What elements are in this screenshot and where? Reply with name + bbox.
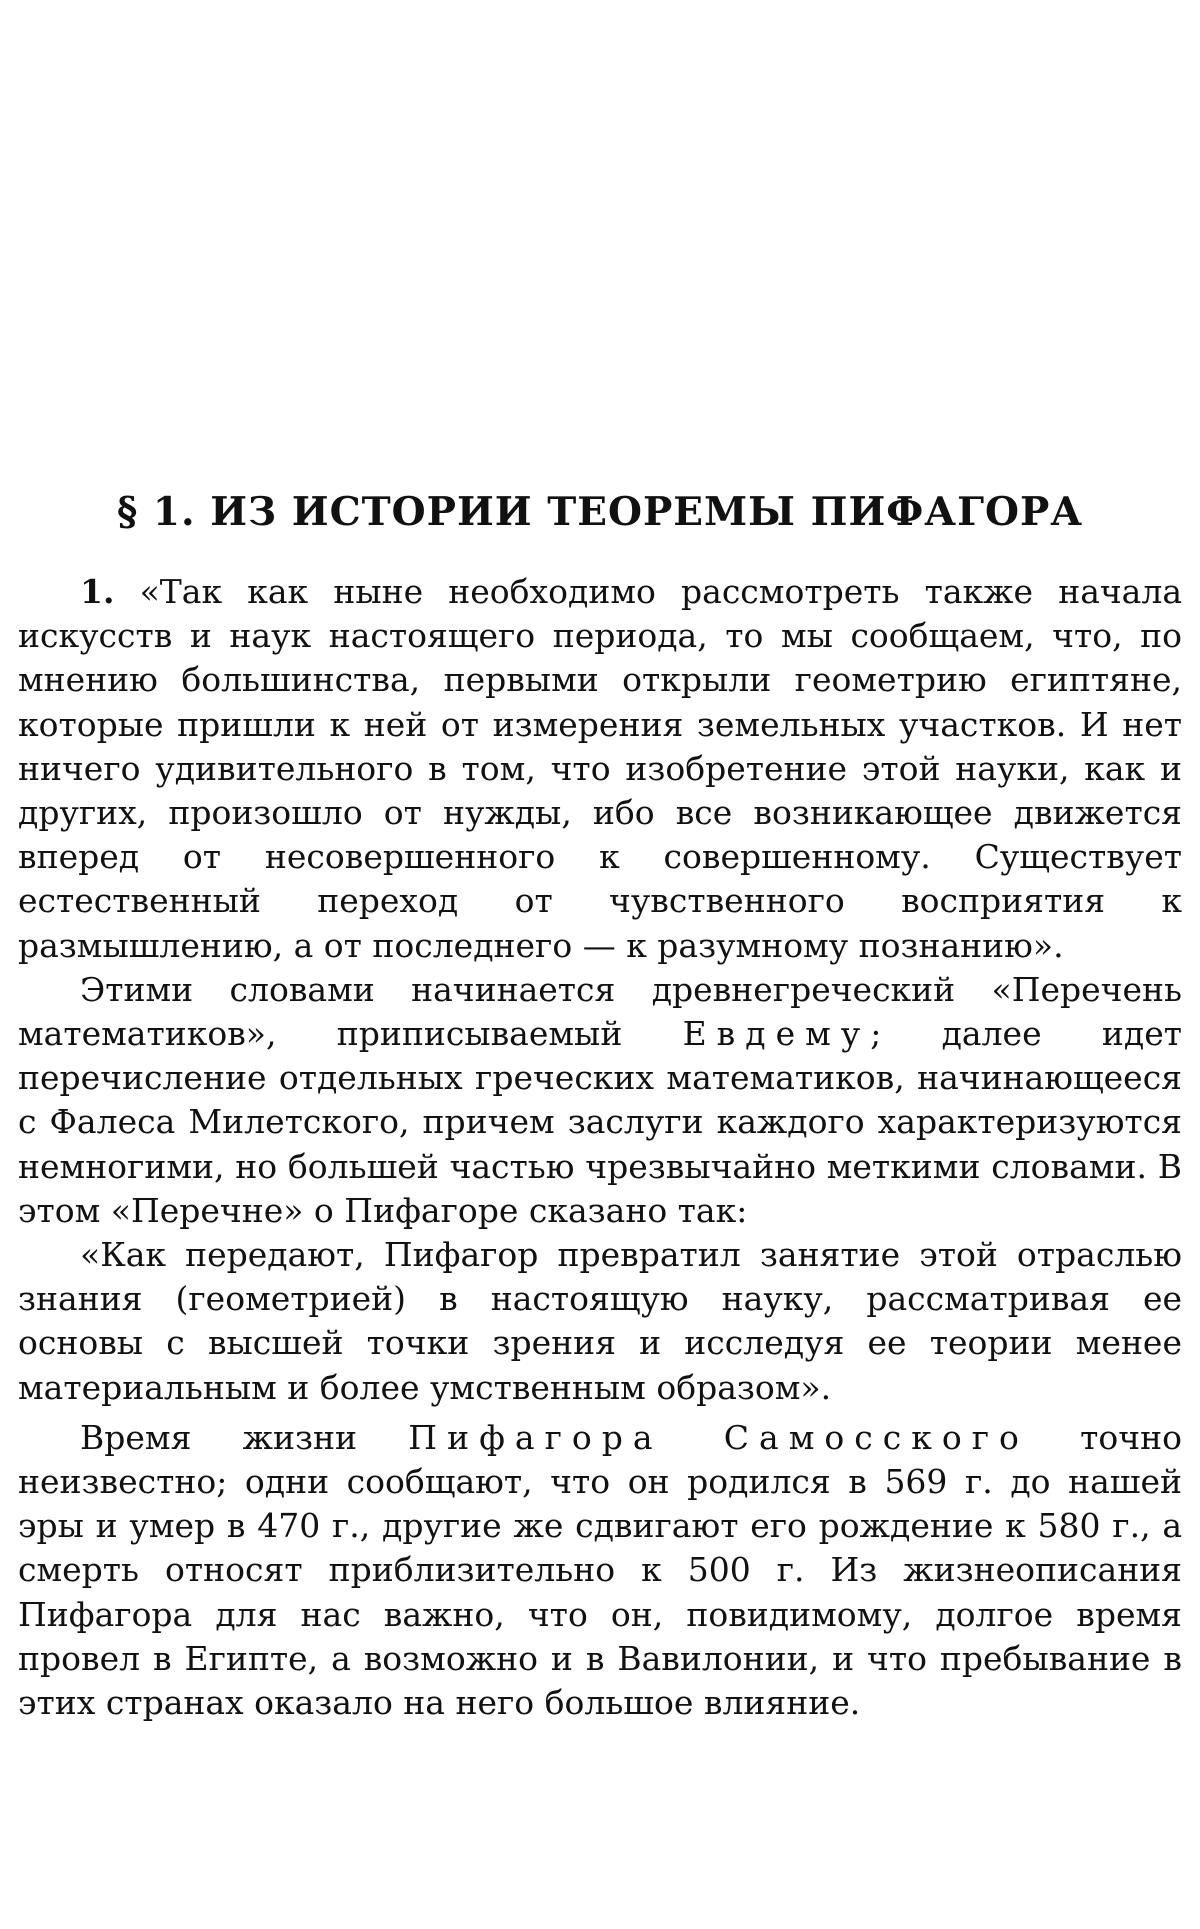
book-page [18, 0, 1182, 1929]
paragraph-2-before: Этими словами начинается древнегреческий «Перечень математиков», приписываемый [18, 969, 1182, 1054]
paragraph-1 [18, 570, 1182, 968]
paragraph-1-text: «Так как ныне необходимо рассмотреть также начала искусств и наук настоящего периода, то мы сообщаем, что, по мнению большинства, первыми открыли геометрию египтяне, которые пришли к ней от измерения земельных участков. И нет ничего удивительного в том, что изобретение этой науки, как и других, произошло от нужды, ибо все возникающее движется вперед от несовершенного к совершенному. Существует естественный переход от чувственного восприятия к размышлению, а от последнего — к разумному познанию». [18, 572, 1182, 965]
paragraph-4-after: точно неизвестно; одни сообщают, что он родился в 569 г. до нашей эры и умер в 470 г., другие же сдвигают его рождение к 580 г., а смерть относят приблизительно к 500 г. Из жизнеописания Пифагора для нас важно, что он, повидимому, долгое время провел в Египте, а возможно и в Вавилонии, и что пребывание в этих странах оказало на него большое влияние. [18, 1417, 1182, 1723]
paragraph-3-text: «Как передают, Пифагор превратил занятие этой отраслью знания (геометрией) в настоящую науку, рассматривая ее основы с высшей точки зрения и исследуя ее теории менее материальным и более умственным образом». [18, 1235, 1182, 1407]
name-eudemus: Евдему [682, 1014, 871, 1054]
paragraph-2-after: ; далее идет перечисление отдельных греческих математиков, начинающееся с Фалеса Милетского, причем заслуги каждого характеризуются немногими, но большей частью чрезвычайно меткими словами. В этом «Перечне» о Пифагоре сказано так: [18, 1014, 1182, 1230]
body-text [18, 570, 1182, 1725]
paragraph-3 [18, 1233, 1182, 1410]
section-title: § 1. ИЗ ИСТОРИИ ТЕОРЕМЫ ПИФАГОРА [116, 489, 1084, 535]
paragraph-4-before: Время жизни [80, 1417, 358, 1457]
paragraph-4 [18, 1416, 1182, 1725]
name-pythagoras-of-samos: Пифагора Самосского [408, 1417, 1029, 1457]
paragraph-2 [18, 968, 1182, 1233]
paragraph-number: 1. [80, 572, 115, 611]
